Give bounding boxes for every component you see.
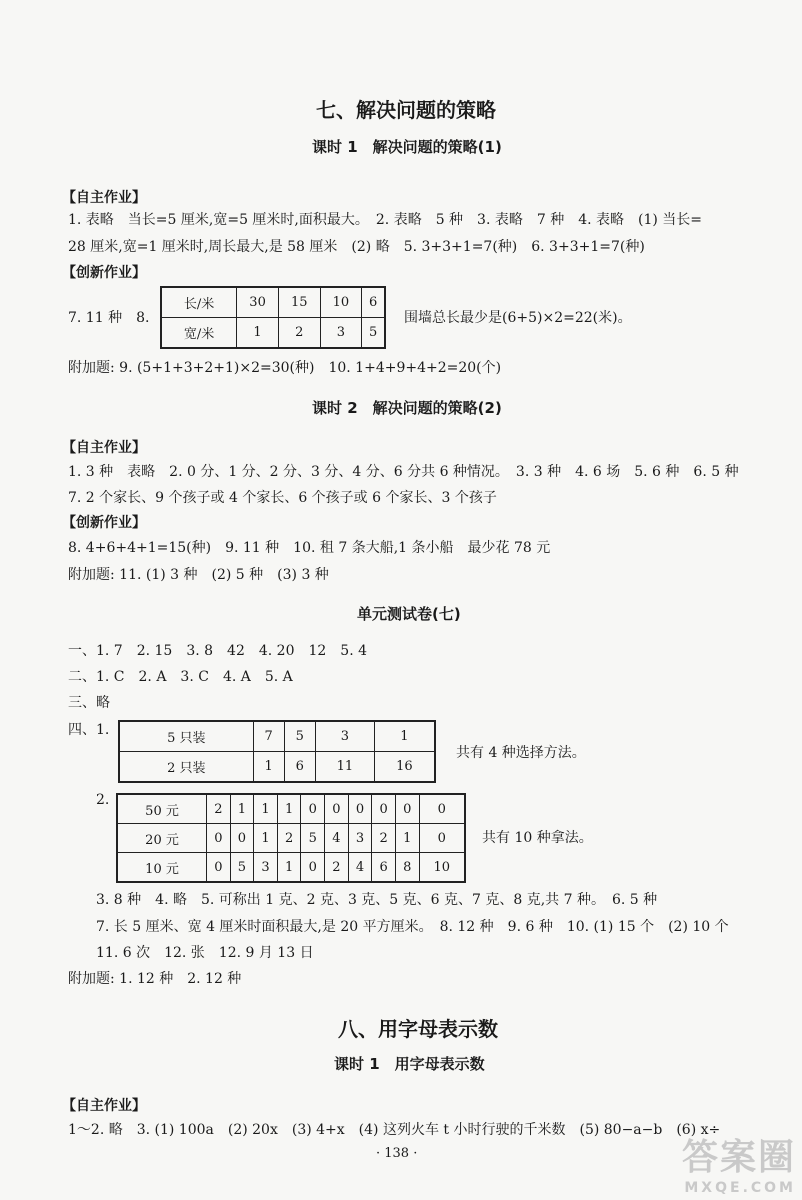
data-table — [118, 720, 436, 783]
table-cell: 0 — [348, 794, 372, 824]
section-tag: 【自主作业】 — [62, 440, 146, 456]
table-cell: 0 — [230, 824, 254, 853]
table-cell: 1 — [374, 721, 435, 752]
bonus-line: 附加题: 1. 12 种 2. 12 种 — [68, 971, 242, 987]
table-cell: 1 — [277, 794, 301, 824]
table-cell: 1 — [254, 794, 278, 824]
table-cell: 7 — [253, 721, 284, 752]
table-cell: 4 — [325, 824, 349, 853]
table-cell: 10 — [320, 287, 362, 318]
page-number: · 138 · — [376, 1146, 418, 1161]
watermark-url: MXQE.COM — [684, 1180, 796, 1196]
table-row — [119, 752, 435, 783]
section-tag: 【自主作业】 — [62, 1098, 146, 1114]
chapter-title: 八、用字母表示数 — [338, 1017, 498, 1041]
bonus-line: 附加题: 11. (1) 3 种 (2) 5 种 (3) 3 种 — [68, 567, 329, 583]
table-cell: 0 — [325, 794, 349, 824]
table-cell: 5 — [362, 318, 385, 349]
table-cell: 2 — [372, 824, 396, 853]
table-cell: 0 — [419, 794, 465, 824]
table-cell: 2 — [277, 824, 301, 853]
table-note: 共有 10 种拿法。 — [482, 830, 593, 846]
table-cell: 1 — [254, 824, 278, 853]
table-cell: 5 — [301, 824, 325, 853]
table-cell: 3 — [315, 721, 374, 752]
table-row — [117, 794, 465, 824]
table-row — [117, 824, 465, 853]
table-cell: 1 — [395, 824, 419, 853]
table-cell: 30 — [237, 287, 279, 318]
row-header-cell: 宽/米 — [161, 318, 237, 349]
watermark-text: 答案圈 — [681, 1137, 796, 1178]
table-cell: 0 — [419, 824, 465, 853]
bonus-line: 附加题: 9. (5+1+3+2+1)×2=30(种) 10. 1+4+9+4+2=20(个) — [68, 360, 502, 376]
test-title: 单元测试卷(七) — [357, 605, 461, 623]
answer-line: 三、略 — [68, 695, 110, 711]
answer-line: 7. 长 5 厘米、宽 4 厘米时面积最大,是 20 平方厘米。 8. 12 种 9. 6 种 10. (1) 15 个 (2) 10 个 — [96, 919, 729, 935]
table-cell: 0 — [207, 824, 231, 853]
chapter-title: 七、解决问题的策略 — [316, 98, 496, 122]
table-cell: 0 — [395, 794, 419, 824]
table-cell: 1 — [253, 752, 284, 783]
table-note: 共有 4 种选择方法。 — [456, 745, 586, 761]
row-header-cell: 10 元 — [117, 853, 207, 883]
table-cell: 1 — [230, 794, 254, 824]
answer-line: 7. 11 种 8. — [68, 310, 150, 326]
table-cell: 4 — [348, 853, 372, 883]
table-cell: 2 — [207, 794, 231, 824]
table-cell: 1 — [277, 853, 301, 883]
answer-line: 1. 表略 当长=5 厘米,宽=5 厘米时,面积最大。 2. 表略 5 种 3. 表略 7 种 4. 表略 (1) 当长= — [68, 212, 703, 228]
answer-line: 11. 6 次 12. 张 12. 9 月 13 日 — [96, 945, 314, 961]
table-cell: 3 — [254, 853, 278, 883]
data-table — [116, 793, 466, 883]
table-cell: 6 — [362, 287, 385, 318]
table-cell: 16 — [374, 752, 435, 783]
section-tag: 【自主作业】 — [62, 190, 146, 206]
table-cell: 0 — [301, 794, 325, 824]
answer-line: 2. — [96, 792, 110, 808]
answer-line: 8. 4+6+4+1=15(种) 9. 11 种 10. 租 7 条大船,1 条小船 最少花 78 元 — [68, 540, 551, 556]
table-cell: 0 — [301, 853, 325, 883]
row-header-cell: 长/米 — [161, 287, 237, 318]
table-row — [161, 318, 385, 349]
lesson-title: 课时 1 用字母表示数 — [334, 1055, 485, 1073]
table-cell: 5 — [230, 853, 254, 883]
section-tag: 【创新作业】 — [62, 265, 146, 281]
row-header-cell: 5 只装 — [119, 721, 253, 752]
table-cell: 5 — [284, 721, 315, 752]
table-cell: 2 — [325, 853, 349, 883]
table-cell: 8 — [395, 853, 419, 883]
data-table — [160, 286, 386, 349]
table-cell: 3 — [320, 318, 362, 349]
answer-line: 3. 8 种 4. 略 5. 可称出 1 克、2 克、3 克、5 克、6 克、7 克、8 克,共 7 种。 6. 5 种 — [96, 892, 658, 908]
answer-line: 1～2. 略 3. (1) 100a (2) 20x (3) 4+x (4) 这列火车 t 小时行驶的千米数 (5) 80−a−b (6) x÷ — [68, 1122, 721, 1138]
lesson-title: 课时 2 解决问题的策略(2) — [312, 399, 502, 417]
table-row — [117, 853, 465, 883]
table-cell: 6 — [284, 752, 315, 783]
lesson-title: 课时 1 解决问题的策略(1) — [312, 138, 502, 156]
answer-line: 二、1. C 2. A 3. C 4. A 5. A — [68, 669, 293, 685]
answer-line: 四、1. — [68, 722, 110, 738]
table-note: 围墙总长最少是(6+5)×2=22(米)。 — [404, 310, 632, 326]
answer-line: 一、1. 7 2. 15 3. 8 42 4. 20 12 5. 4 — [68, 643, 368, 659]
section-tag: 【创新作业】 — [62, 515, 146, 531]
row-header-cell: 2 只装 — [119, 752, 253, 783]
table-cell: 1 — [237, 318, 279, 349]
watermark-logo — [682, 1129, 796, 1196]
table-row — [161, 287, 385, 318]
table-cell: 2 — [278, 318, 320, 349]
answer-line: 7. 2 个家长、9 个孩子或 4 个家长、6 个孩子或 6 个家长、3 个孩子 — [68, 490, 497, 506]
table-cell: 6 — [372, 853, 396, 883]
table-cell: 10 — [419, 853, 465, 883]
row-header-cell: 20 元 — [117, 824, 207, 853]
answer-line: 1. 3 种 表略 2. 0 分、1 分、2 分、3 分、4 分、6 分共 6 种情况。 3. 3 种 4. 6 场 5. 6 种 6. 5 种 — [68, 464, 739, 480]
table-cell: 0 — [207, 853, 231, 883]
table-row — [119, 721, 435, 752]
table-cell: 15 — [278, 287, 320, 318]
table-cell: 11 — [315, 752, 374, 783]
table-cell: 3 — [348, 824, 372, 853]
table-cell: 0 — [372, 794, 396, 824]
row-header-cell: 50 元 — [117, 794, 207, 824]
answer-line: 28 厘米,宽=1 厘米时,周长最大,是 58 厘米 (2) 略 5. 3+3+1=7(种) 6. 3+3+1=7(种) — [68, 239, 645, 255]
